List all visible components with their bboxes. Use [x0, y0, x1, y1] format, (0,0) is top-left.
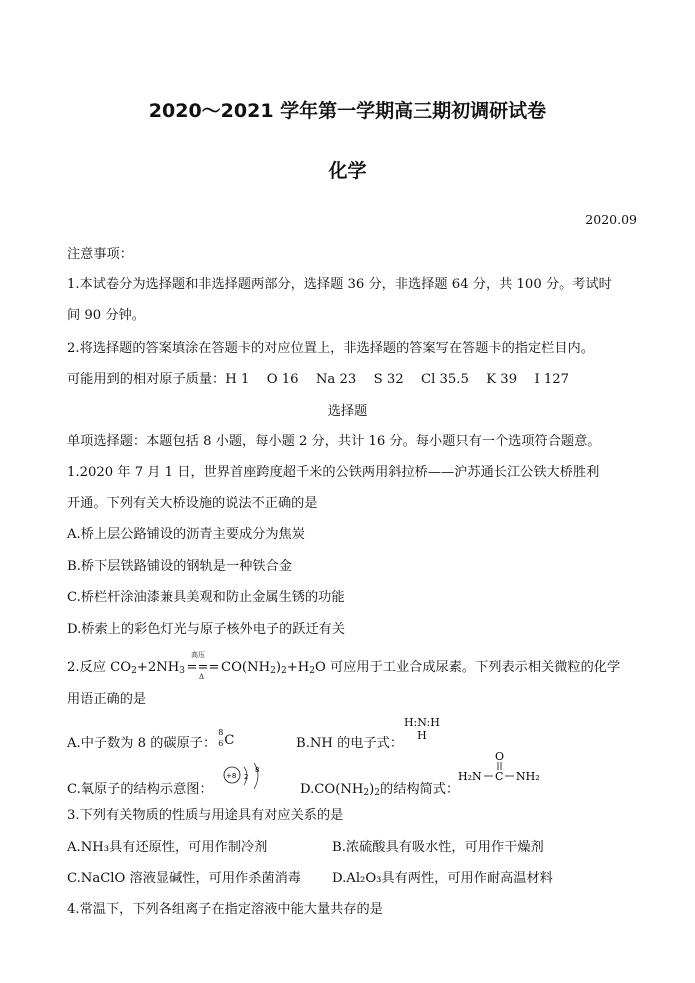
reaction-arrow: 高压 === Δ [186, 651, 220, 681]
q2-option-d: $D.CO(NH_2)_2$的结构简式： [300, 782, 460, 798]
q1-stem-line-2: 开通。下列有关大桥设施的说法不正确的是 [67, 496, 318, 511]
shell-2-count: 8 [255, 766, 260, 774]
q2-stem-line-2: 用语正确的是 [67, 692, 147, 707]
oxygen-atom-diagram [222, 760, 272, 794]
q1-option-a: A.桥上层公路铺设的沥青主要成分为焦炭 [67, 527, 305, 542]
urea-right-group: NH₂ [516, 770, 540, 783]
atomic-mass-line: 可能用到的相对原子质量：H 1 O 16 Na 23 S 32 Cl 35.5 K 39 I 127 [67, 372, 570, 387]
shell-1-count: 2 [244, 773, 249, 781]
q1-option-c: C.桥栏杆涂油漆兼具美观和防止金属生锈的功能 [67, 590, 345, 605]
urea-oxygen: O [495, 750, 505, 763]
q3-stem: 3.下列有关物质的性质与用途具有对应关系的是 [67, 808, 344, 823]
subject-title: 化学 [328, 160, 367, 182]
q4-stem: 4.常温下，下列各组离子在指定溶液中能大量共存的是 [67, 902, 383, 917]
urea-carbon: C [495, 770, 504, 783]
q3-option-b: B.浓硫酸具有吸水性，可用作干燥剂 [332, 840, 544, 855]
q2-option-b: B.NH 的电子式： [296, 736, 404, 751]
section-intro: 单项选择题：本题包括 8 小题，每小题 2 分，共计 16 分。每小题只有一个选项符合题意。 [67, 434, 601, 449]
q2-option-a: A.中子数为 8 的碳原子： 8 6 C [67, 728, 235, 751]
notice-1-line-2: 间 90 分钟。 [67, 308, 145, 323]
q1-option-d: D.桥索上的彩色灯光与原子核外电子的跃迁有关 [67, 622, 346, 637]
q2-option-c: C.氧原子的结构示意图： [67, 782, 213, 797]
section-heading: 选择题 [327, 404, 368, 419]
q3-option-c: C.NaClO 溶液显碱性，可用作杀菌消毒 [67, 871, 301, 886]
q3-option-a: A.NH₃具有还原性，可用作制冷剂 [67, 840, 268, 855]
exam-date: 2020.09 [585, 212, 637, 227]
nh-formula-top: H:N:H [404, 716, 440, 729]
urea-left-group: H₂N [458, 770, 482, 783]
q1-option-b: B.桥下层铁路铺设的钢轨是一种铁合金 [67, 559, 292, 574]
q2-stem-line-1: 2.反应 $CO_2+2NH_3$ 高压 === Δ $CO(NH_2)_2+H_2O$ 可应用于工业合成尿素。下列表示相关微粒的化学 [67, 651, 621, 681]
urea-structure [458, 750, 558, 790]
notice-1-line-1: 1.本试卷分为选择题和非选择题两部分，选择题 36 分，非选择题 64 分，共 100 分。考试时 [67, 277, 612, 292]
notice-2: 2.将选择题的答案填涂在答题卡的对应位置上，非选择题的答案写在答题卡的指定栏目内。 [67, 341, 594, 356]
q1-stem-line-1: 1.2020 年 7 月 1 日，世界首座跨度超千米的公铁两用斜拉桥——沪苏通长江公铁大桥胜利 [67, 465, 600, 480]
nh-formula-bottom: H [417, 729, 427, 742]
nh-electron-formula [404, 716, 440, 742]
q3-option-d: D.Al₂O₃具有两性，可用作耐高温材料 [332, 871, 553, 886]
notice-heading: 注意事项： [67, 247, 133, 262]
nucleus-label: +8 [226, 772, 237, 780]
page-title: 2020～2021 学年第一学期高三期初调研试卷 [148, 100, 547, 122]
